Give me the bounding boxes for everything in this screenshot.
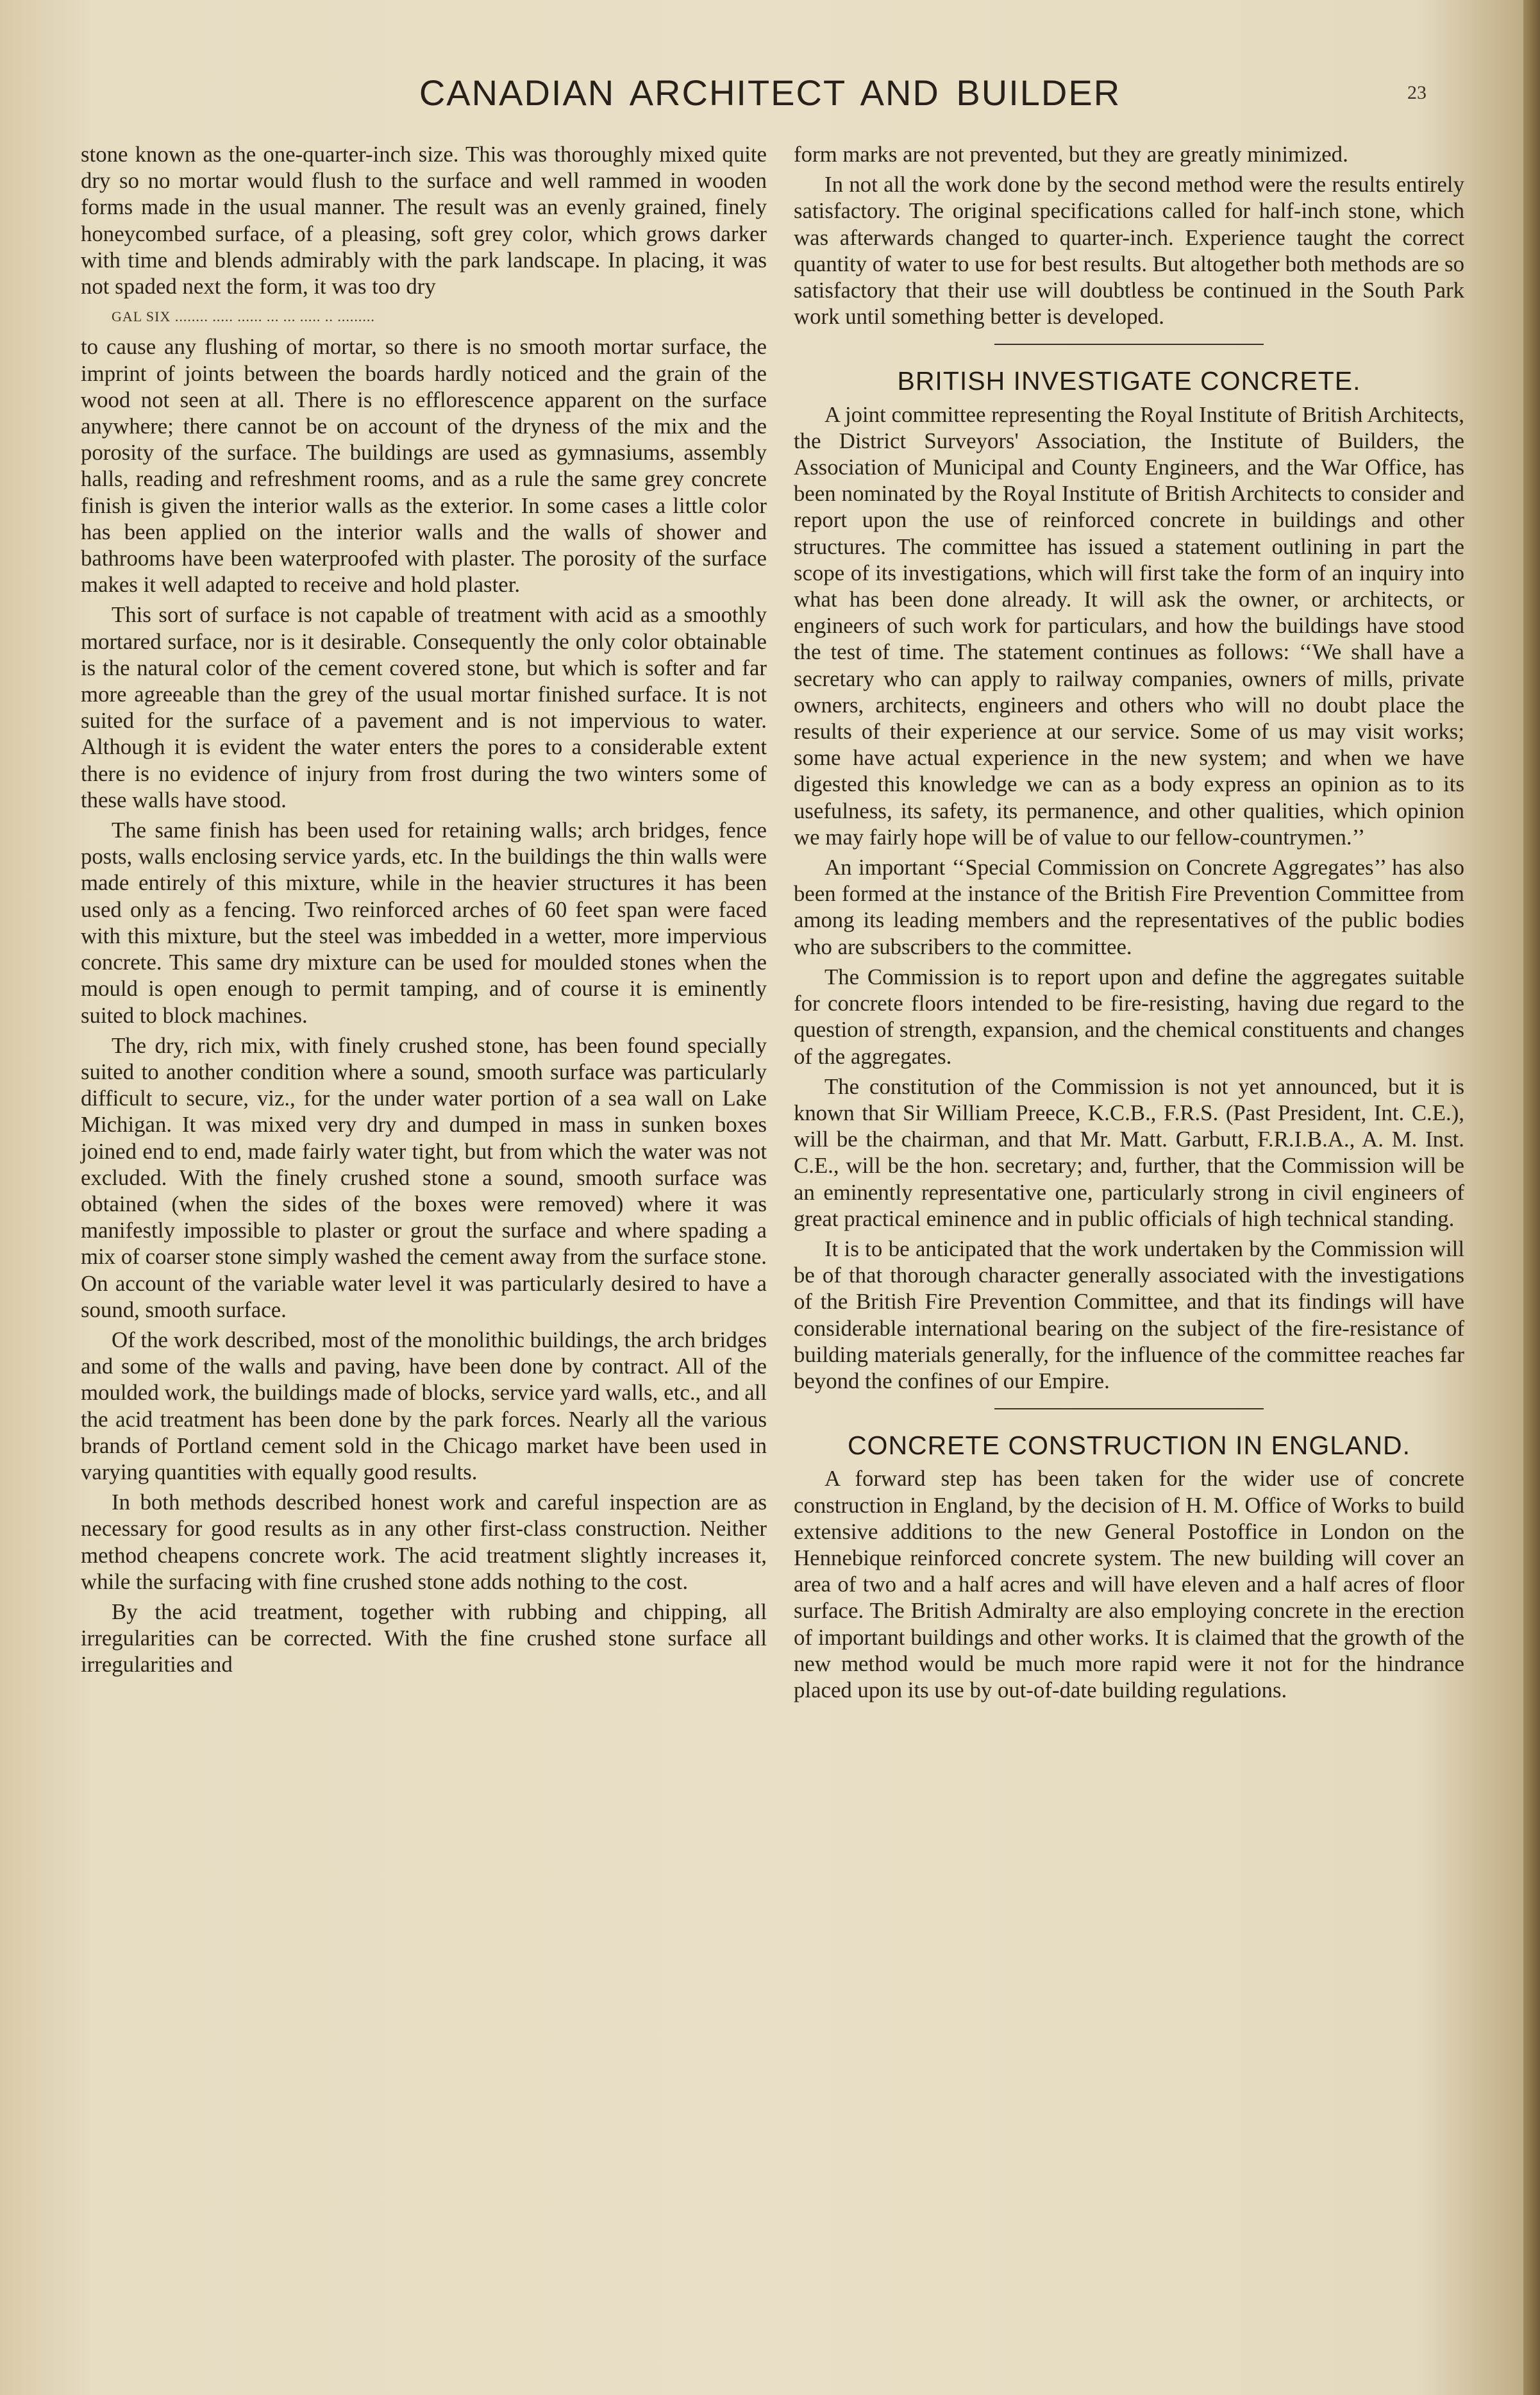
paragraph: This sort of surface is not capable of treatment with acid as a smoothly mortared surface, nor is it desirable. Consequently the only color obtainable is the natural color of the cement covered stone, but which is softer and far more agreeable than the grey of the usual mortar finished surface. It is not suited for the surface of a pavement and is not impervious to water. Although it is evident the water enters the pores to a considerable extent there is no evidence of injury from frost during the two winters some of these walls have stood. [81, 602, 767, 812]
paragraph: form marks are not prevented, but they are greatly minimized. [794, 142, 1348, 167]
paragraph: The same finish has been used for retaining walls; arch bridges, fence posts, walls enclosing service yards, etc. In the buildings the thin walls were made entirely of this mixture, while in the heavier structures it has been used only as a fencing. Two reinforced arches of 60 feet span were faced with this mixture, but the steel was imbedded in a wetter, more impervious concrete. This same dry mixture can be used for moulded stones when the mould is open enough to permit tamping, and of course it is eminently suited to block machines. [81, 818, 767, 1028]
paragraph: to cause any flushing of mortar, so there is no smooth mortar surface, the imprint of joints between the boards hardly noticed and the grain of the wood not seen at all. There is no efflorescence apparent on the surface anywhere; there cannot be on account of the dryness of the mix and the porosity of the surface. The buildings are used as gymnasiums, assembly halls, reading and refreshment rooms, and as a rule the same grey concrete finish is given the interior walls as the exterior. In some cases a little color has been applied on the interior walls and the walls of shower and bathrooms have been waterproofed with plaster. The porosity of the surface makes it well adapted to receive and hold plaster. [81, 334, 767, 598]
paragraph: The constitution of the Commission is not yet announced, but it is known that Sir William Preece, K.C.B., F.R.S. (Past President, Int. C.E.), will be the chairman, and that Mr. Matt. Garbutt, F.R.I.B.A., A. M. Inst. C.E., will be the hon. secretary; and, further, that the Commission will be an eminently representative one, particularly strong in civil engineers of great practical eminence and in public officials of high technical standing. [794, 1073, 1464, 1231]
right-column [794, 141, 1464, 1707]
page-edge [1523, 0, 1540, 2395]
paragraph: An important ‘‘Special Commission on Concrete Aggregates’’ has also been formed at the instance of the British Fire Prevention Committee from among its leading members and the representatives of the public bodies who are subscribers to the committee. [794, 855, 1464, 959]
paragraph: It is to be anticipated that the work undertaken by the Commission will be of that thorough character generally associated with the investigations of the British Fire Prevention Committee, and that its findings will have considerable international bearing on the subject of the fire-resistance of building materials generally, for the influence of the committee reaches far beyond the confines of our Empire. [794, 1236, 1464, 1393]
page-header-title: CANADIAN ARCHITECT AND BUILDER [419, 72, 1121, 113]
gal-six-line: GAL SIX ........ ..... ...... ... ... ..... .. ......... [112, 308, 375, 325]
section-divider [994, 1408, 1264, 1409]
paragraph: stone known as the one-quarter-inch size. This was thoroughly mixed quite dry so no mortar would flush to the surface and well rammed in wooden forms made in the usual manner. The result was an evenly grained, finely honeycombed surface, of a pleasing, soft grey color, which grows darker with time and blends admirably with the park landscape. In placing, it was not spaded next the form, it was too dry [81, 142, 767, 299]
left-column [81, 141, 767, 1682]
paragraph: In both methods described honest work and careful inspection are as necessary for good results as in any other first-class construction. Neither method cheapens concrete work. The acid treatment slightly increases it, while the surfacing with fine crushed stone adds nothing to the cost. [81, 1490, 767, 1594]
paragraph: In not all the work done by the second method were the results entirely satisfactory. The original specifications called for half-inch stone, which was afterwards changed to quarter-inch. Experience taught the correct quantity of water to use for best results. But altogether both methods are so satisfactory that their use will doubtless be continued in the South Park work until something better is developed. [794, 172, 1464, 330]
paragraph: The dry, rich mix, with finely crushed stone, has been found specially suited to another condition where a sound, smooth surface was particularly difficult to secure, viz., for the under water portion of a sea wall on Lake Michigan. It was mixed very dry and dumped in mass in sunken boxes joined end to end, made fairly water tight, but from which the water was not excluded. With the finely crushed stone a sound, smooth surface was obtained (when the sides of the boxes were removed) where it was manifestly impossible to plaster or grout the surface and where spading a mix of coarser stone simply washed the cement away from the surface stone. On account of the variable water level it was particularly desired to have a sound, smooth surface. [81, 1032, 767, 1322]
section-title-british-investigate: BRITISH INVESTIGATE CONCRETE. [897, 366, 1361, 396]
paragraph: Of the work described, most of the monolithic buildings, the arch bridges and some of the walls and paving, have been done by contract. All of the moulded work, the buildings made of blocks, service yard walls, etc., and all the acid treatment has been done by the park forces. Nearly all the various brands of Portland cement sold in the Chicago market have been used in varying quantities with equally good results. [81, 1327, 767, 1484]
section-title-concrete-england: CONCRETE CONSTRUCTION IN ENGLAND. [847, 1431, 1411, 1461]
paragraph: A forward step has been taken for the wider use of concrete construction in England, by the decision of H. M. Office of Works to build extensive additions to the new General Postoffice in London on the Hennebique reinforced concrete system. The new building will cover an area of two and a half acres and will have eleven and a half acres of floor surface. The British Admiralty are also employing concrete in the erection of important buildings and other works. It is claimed that the growth of the new method would be much more rapid were it not for the hindrance placed upon its use by out-of-date building regulations. [794, 1466, 1464, 1702]
section-divider [994, 344, 1264, 345]
page-number: 23 [1407, 82, 1427, 103]
paragraph: The Commission is to report upon and define the aggregates suitable for concrete floors intended to be fire-resisting, having due regard to the question of strength, expansion, and the chemical constituents and changes of the aggregates. [794, 964, 1464, 1069]
paragraph: By the acid treatment, together with rubbing and chipping, all irregularities can be corrected. With the fine crushed stone surface all irregularities and [81, 1599, 767, 1677]
paragraph: A joint committee representing the Royal Institute of British Architects, the District Surveyors' Association, the Institute of Builders, the Association of Municipal and County Engineers, and the War Office, has been nominated by the Royal Institute of British Architects to consider and report upon the use of reinforced concrete in buildings and other structures. The committee has issued a statement outlining in part the scope of its investigations, which will first take the form of an inquiry into what has been done already. It will ask the owner, or architects, or engineers of such work for particulars, and how the buildings have stood the test of time. The statement continues as follows: ‘‘We shall have a secretary who can apply to railway companies, owners of mills, private owners, architects, engineers and others who will no doubt place the results of their experience at our service. Some of us may visit works; some have actual experience in the new system; and when we have digested this knowledge we can as a body express an opinion as to its usefulness, its safety, its permanence, and other qualities, which opinion we may fairly hope will be of value to our fellow-countrymen.’’ [794, 401, 1464, 850]
